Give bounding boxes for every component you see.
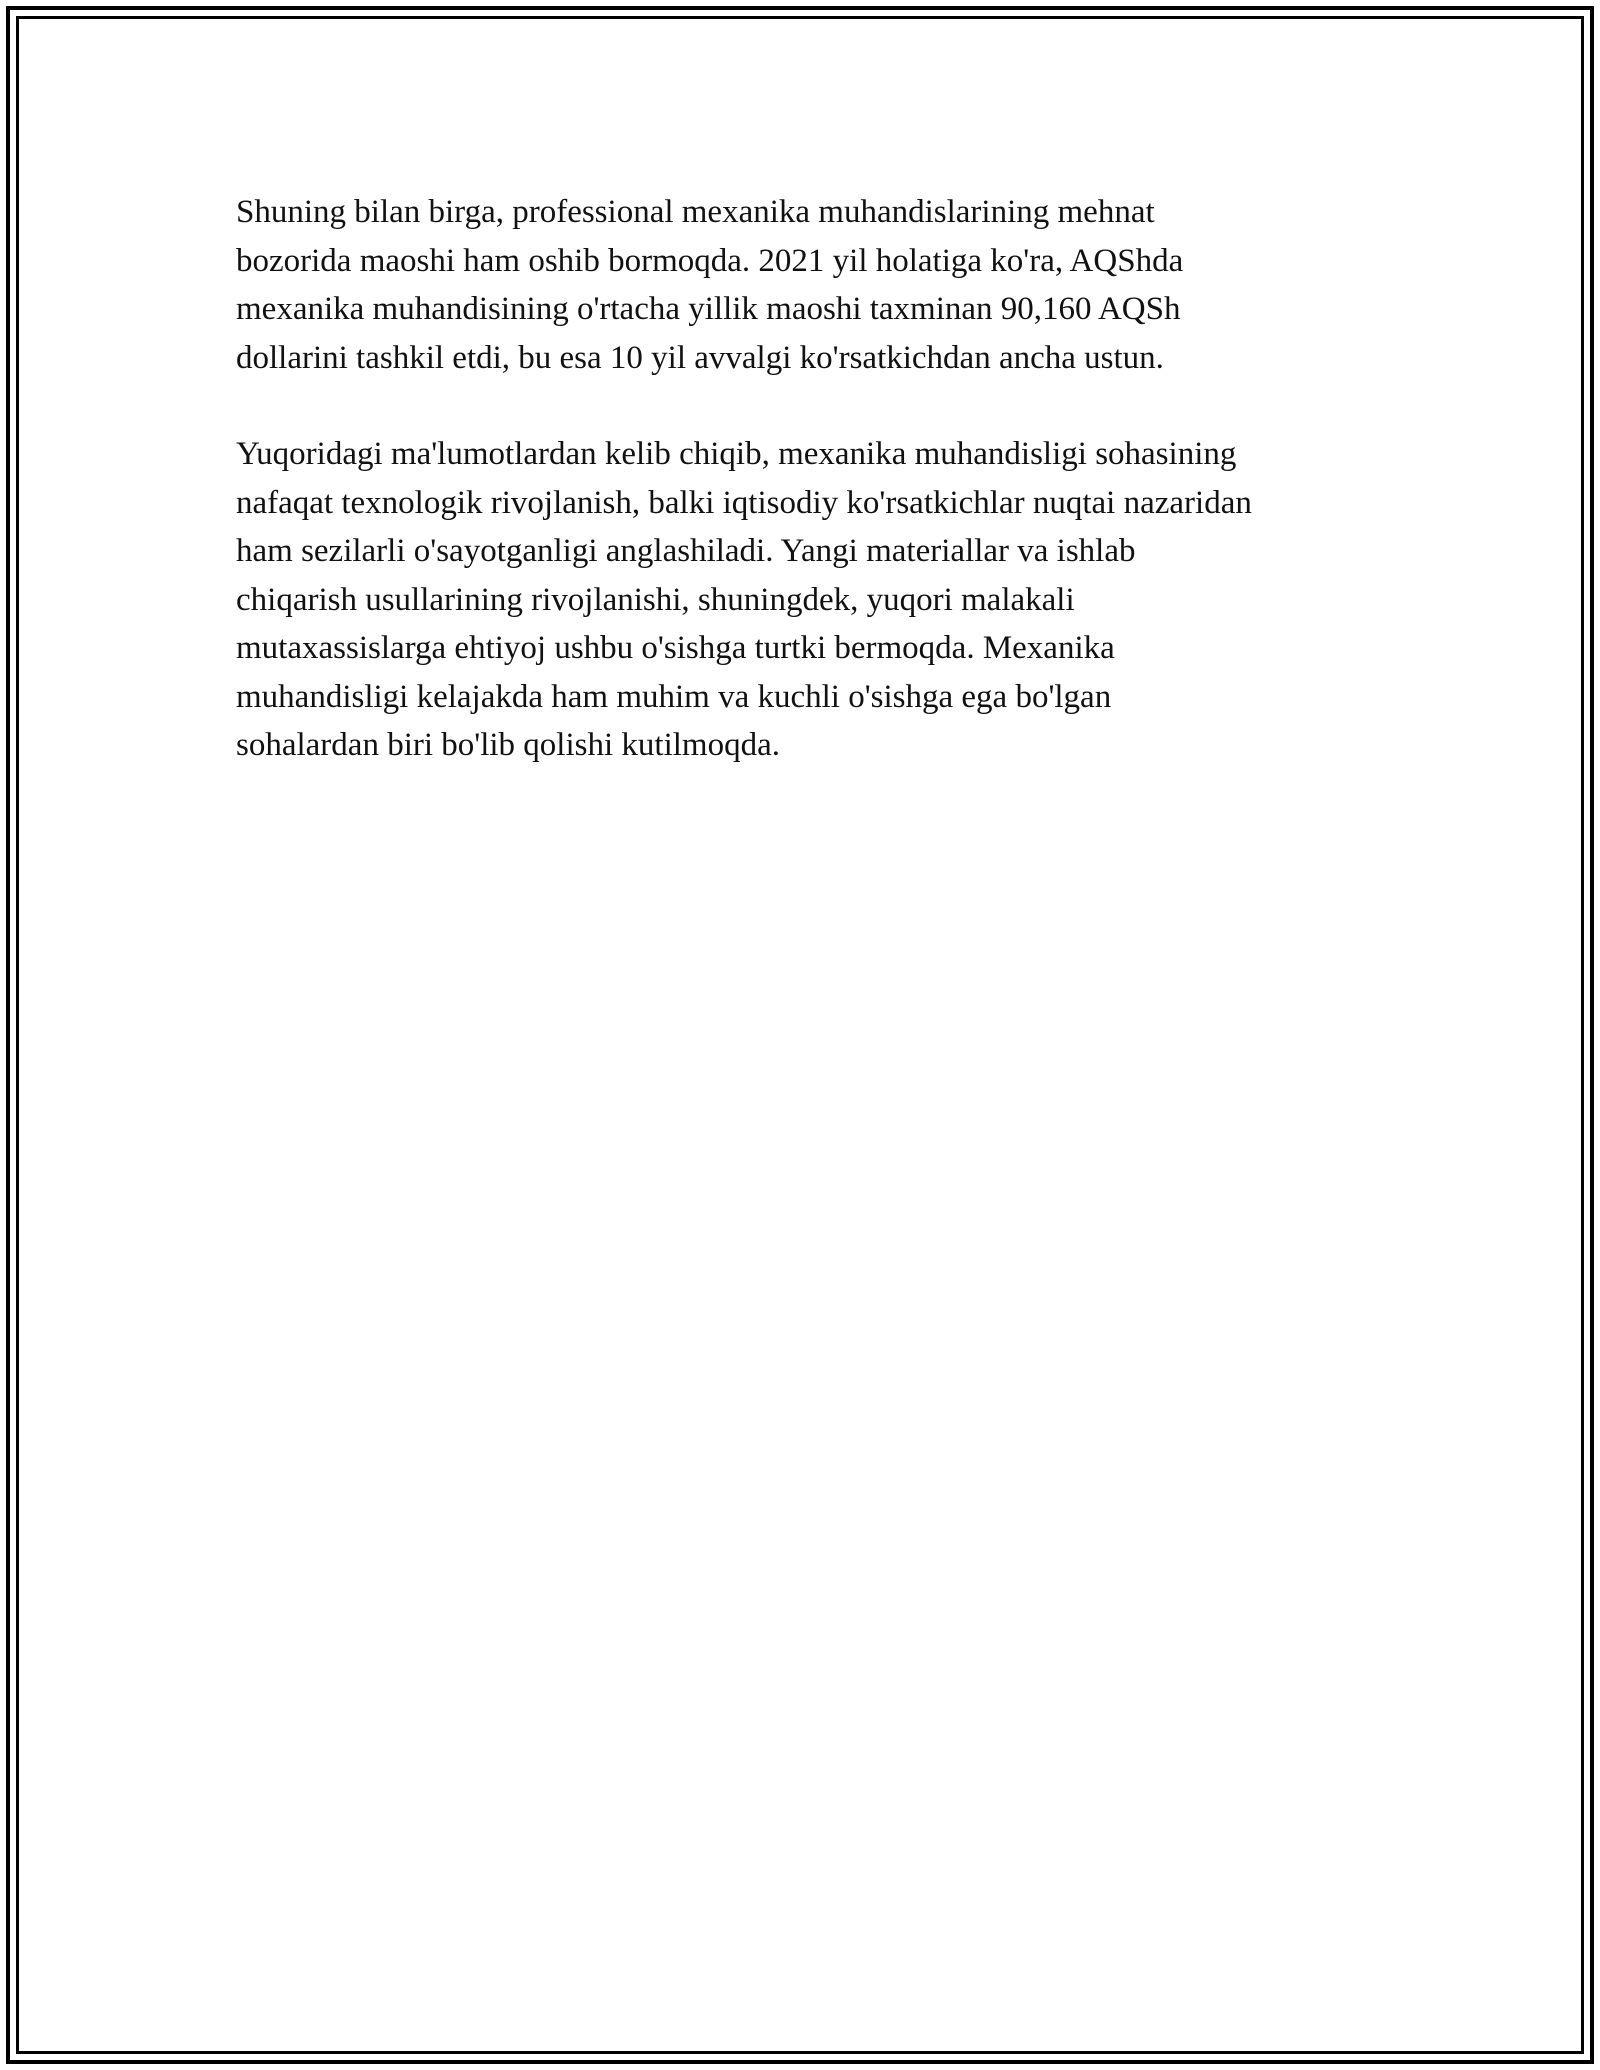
paragraph-line: sohalardan biri bo'lib qolishi kutilmoqda.	[236, 727, 780, 763]
paragraph-line: ham sezilarli o'sayotganligi anglashiladi. Yangi materiallar va ishlab	[236, 533, 1136, 569]
paragraph-line: Yuqoridagi ma'lumotlardan kelib chiqib, mexanika muhandisligi sohasining	[236, 436, 1237, 472]
paragraph-line: nafaqat texnologik rivojlanish, balki iqtisodiy ko'rsatkichlar nuqtai nazaridan	[236, 484, 1252, 521]
paragraph-line: bozorida maoshi ham oshib bormoqda. 2021 yil holatiga ko'ra, AQShda	[236, 242, 1184, 279]
paragraph-line: muhandisligi kelajakda ham muhim va kuchli o'sishga ega bo'lgan	[236, 678, 1112, 715]
paragraph-line: Shuning bilan birga, professional mexanika muhandislarining mehnat	[236, 194, 1155, 230]
paragraph-conclusion	[236, 430, 1386, 770]
document-body	[236, 188, 1386, 770]
paragraph-line: mexanika muhandisining o'rtacha yillik maoshi taxminan 90,160 AQSh	[236, 291, 1181, 327]
paragraph-line: dollarini tashkil etdi, bu esa 10 yil avvalgi ko'rsatkichdan ancha ustun.	[236, 339, 1164, 376]
paragraph-line: mutaxassislarga ehtiyoj ushbu o'sishga turtki bermoqda. Mexanika	[236, 630, 1115, 666]
paragraph-line: chiqarish usullarining rivojlanishi, shuningdek, yuqori malakali	[236, 581, 1075, 618]
paragraph-salary-growth	[236, 188, 1386, 382]
